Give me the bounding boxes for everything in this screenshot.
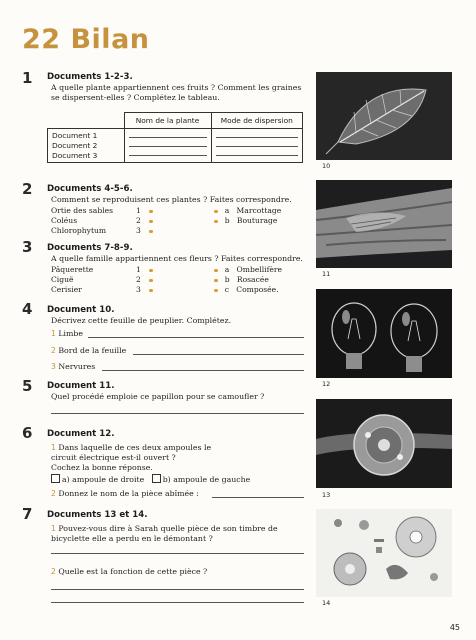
checkbox-right-bulb[interactable] [51,474,60,483]
answer-line[interactable] [212,497,304,498]
question-number-1: 1 [22,69,33,87]
question-7-title: Documents 13 et 14. [47,510,148,520]
question-1-text-line2: se dispersent-elles ? Complétez le tableau. [51,93,220,102]
question-4-title: Document 10. [47,305,115,315]
answer-line[interactable] [88,337,304,338]
question-3-text: A quelle famille appartiennent ces fleurs ? Faites correspondre. [51,254,303,263]
answer-line[interactable] [51,413,304,414]
answer-line[interactable] [51,553,304,554]
match-dot[interactable] [149,279,153,283]
dispersion-table [47,112,303,163]
match-dot[interactable] [149,269,153,273]
page-title: 22 Bilan [22,24,150,55]
match-dot[interactable] [149,220,153,224]
plant-name-answer-cell[interactable] [124,129,211,163]
match-dot[interactable] [149,210,153,214]
question-2-numbers: 1 2 3 [136,206,153,236]
list-item: Cerisier [51,285,82,294]
answer-line[interactable] [102,370,304,371]
question-4-item-3: 3 Nervures [51,362,96,371]
answer-line[interactable] [51,589,304,590]
answer-line[interactable] [133,354,304,355]
question-7-part-1: 1 Pouvez-vous dire à Sarah quelle pièce de son timbre de bicyclette elle a perdu en le démontant ? [51,524,278,543]
table-row-labels [48,129,125,163]
list-item: Chlorophytum [51,226,107,235]
photo-poplar-leaf [316,72,452,160]
table-row: Document 2 [52,140,98,150]
photo-number: 11 [322,270,331,278]
question-5-title: Document 11. [47,381,115,391]
page-number: 45 [449,623,460,632]
question-7-part-2: 2 Quelle est la fonction de cette pièce ? [51,567,208,576]
photo-butterfly-bark [316,180,452,268]
match-dot[interactable] [149,289,153,293]
match-dot[interactable] [214,220,218,224]
question-number-3: 3 [22,238,33,256]
question-3-answers: a Ombellifère b Rosacée c Composée. [214,265,282,295]
list-item: Pâquerette [51,265,94,274]
column-header-dispersion-mode: Mode de dispersion [211,113,303,129]
photo-bell-parts [316,509,452,597]
checkbox-left-bulb[interactable] [152,474,161,483]
question-number-6: 6 [22,424,33,442]
column-header-plant-name: Nom de la plante [124,113,211,129]
question-4-item-1: 1 Limbe [51,329,83,338]
question-number-4: 4 [22,300,33,318]
match-dot[interactable] [149,230,153,234]
question-number-2: 2 [22,180,33,198]
question-1-text-line1: A quelle plante appartiennent ces fruits ? Comment les graines [51,83,302,92]
question-6-part-1: 1 Dans laquelle de ces deux ampoules le circuit électrique est-il ouvert ? Cochez la bonne réponse. [51,443,212,472]
bell-image [316,399,452,488]
bulbs-image [316,289,452,378]
photo-number: 10 [322,162,331,170]
question-number-7: 7 [22,505,33,523]
question-3-numbers: 1 2 3 [136,265,153,295]
bell-parts-image [316,509,452,597]
answer-line[interactable] [51,602,304,603]
table-row: Document 1 [52,130,98,140]
question-2-answers: a Marcottage b Bouturage [214,206,281,226]
question-6-options: a) ampoule de droite b) ampoule de gauche [51,474,250,484]
bark-image [316,180,452,268]
question-4-text: Décrivez cette feuille de peuplier. Complétez. [51,316,232,325]
match-dot[interactable] [214,210,218,214]
photo-bicycle-bell [316,399,452,488]
photo-number: 12 [322,380,331,388]
list-item: Ortie des sables [51,206,114,215]
question-3-flowers [51,265,93,295]
dispersion-mode-answer-cell[interactable] [211,129,303,163]
question-2-text: Comment se reproduisent ces plantes ? Faites correspondre. [51,195,292,204]
question-5-text: Quel procédé emploie ce papillon pour se camoufler ? [51,392,265,401]
match-dot[interactable] [214,279,218,283]
question-2-plants [51,206,113,236]
question-2-title: Documents 4-5-6. [47,184,133,194]
leaf-image [316,72,452,160]
photo-number: 14 [322,599,331,607]
list-item: Coléus [51,216,78,225]
match-dot[interactable] [214,289,218,293]
match-dot[interactable] [214,269,218,273]
photo-number: 13 [322,491,331,499]
question-1-title: Documents 1-2-3. [47,72,133,82]
table-row: Document 3 [52,150,98,160]
question-number-5: 5 [22,377,33,395]
photo-light-bulbs [316,289,452,378]
question-6-title: Document 12. [47,429,115,439]
question-6-part-2: 2 Donnez le nom de la pièce abîmée : [51,489,199,498]
list-item: Ciguë [51,275,74,284]
question-3-title: Documents 7-8-9. [47,243,133,253]
question-4-item-2: 2 Bord de la feuille [51,346,127,355]
